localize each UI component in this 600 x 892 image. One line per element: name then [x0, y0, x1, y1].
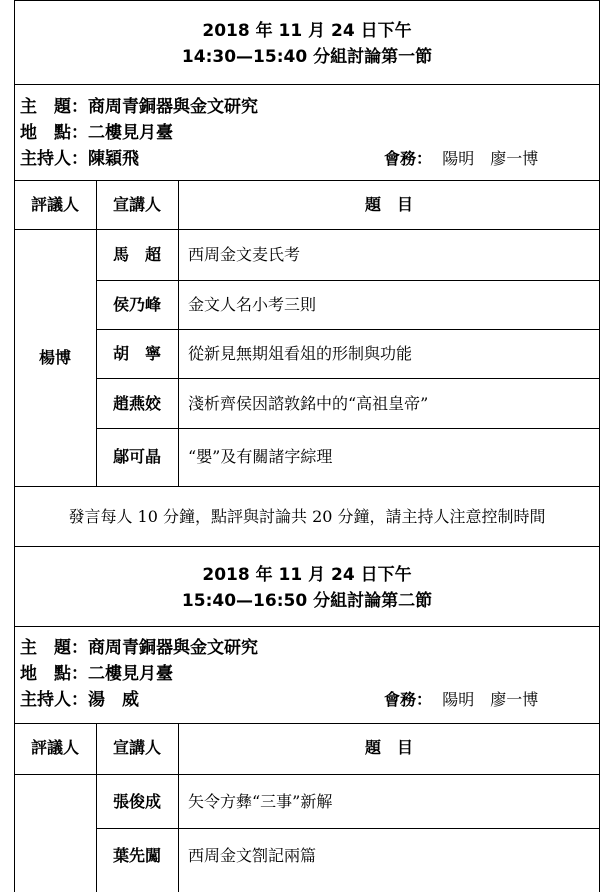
rule [14, 723, 600, 724]
rule [14, 626, 600, 627]
rule [96, 329, 600, 330]
speaker-name: 趙燕姣 [112, 394, 161, 413]
session1-place [20, 121, 173, 145]
duty-label: 會務： [384, 149, 433, 168]
duty-value: 陽明 廖一博 [442, 690, 539, 709]
duty-value: 陽明 廖一博 [442, 149, 539, 168]
speaker-name: 侯乃峰 [112, 295, 161, 314]
place-label: 地 點： [20, 123, 88, 143]
talk-title: 金文人名小考三則 [188, 295, 317, 314]
rule [14, 486, 600, 487]
session1-reviewer: 楊博 [38, 348, 71, 367]
rule [14, 546, 600, 547]
rule [14, 774, 600, 775]
host-label: 主持人： [20, 149, 88, 169]
speaker-name: 胡 寧 [112, 344, 161, 363]
talk-title: 淺析齊侯因諮敦銘中的“高祖皇帝” [188, 394, 429, 413]
session2-host [20, 688, 139, 712]
session2-time-title: 15:40—16:50 分組討論第二節 [181, 591, 433, 611]
session1-time-title: 14:30—15:40 分組討論第一節 [181, 47, 433, 67]
speaker-name: 馬 超 [112, 245, 161, 264]
topic-value: 商周青銅器與金文研究 [88, 638, 258, 658]
speaker-name: 葉先闖 [112, 846, 161, 865]
rule [96, 378, 600, 379]
speaker-name: 鄔可晶 [112, 447, 161, 466]
header-reviewer: 評議人 [30, 738, 79, 757]
column-divider [178, 723, 179, 892]
duty-label: 會務： [384, 690, 433, 709]
talk-title: 西周金文麦氏考 [188, 245, 301, 264]
header-speaker: 宣講人 [112, 195, 161, 214]
session2-topic [20, 636, 258, 660]
header-title: 題 目 [364, 738, 413, 757]
header-title: 題 目 [364, 195, 413, 214]
place-value: 二樓見月臺 [88, 664, 173, 684]
rule [14, 180, 600, 181]
session1-note: 發言每人 10 分鐘，點評與討論共 20 分鐘，請主持人注意控制時間 [68, 507, 546, 526]
column-divider [96, 180, 97, 486]
talk-title: 矢令方彝“三事”新解 [188, 792, 333, 811]
place-label: 地 點： [20, 664, 88, 684]
header-reviewer: 評議人 [30, 195, 79, 214]
talk-title: 從新見無期俎看俎的形制與功能 [188, 344, 413, 363]
session2-date: 2018 年 11 月 24 日下午 [202, 565, 412, 585]
session1-duty [384, 147, 538, 171]
rule [14, 0, 600, 1]
speaker-name: 張俊成 [112, 792, 161, 811]
topic-label: 主 題： [20, 97, 88, 117]
column-divider [178, 180, 179, 486]
talk-title: 西周金文劄記兩篇 [188, 846, 317, 865]
place-value: 二樓見月臺 [88, 123, 173, 143]
session2-duty [384, 688, 538, 712]
rule [14, 84, 600, 85]
session2-place [20, 662, 173, 686]
rule [14, 229, 600, 230]
rule [96, 828, 600, 829]
session1-host [20, 147, 139, 171]
host-value: 湯 威 [88, 690, 139, 710]
topic-label: 主 題： [20, 638, 88, 658]
session1-date: 2018 年 11 月 24 日下午 [202, 21, 412, 41]
rule [96, 280, 600, 281]
topic-value: 商周青銅器與金文研究 [88, 97, 258, 117]
host-value: 陳穎飛 [88, 149, 139, 169]
header-speaker: 宣講人 [112, 738, 161, 757]
talk-title: “嬰”及有關諸字綜理 [188, 447, 333, 466]
rule [96, 428, 600, 429]
host-label: 主持人： [20, 690, 88, 710]
session1-topic [20, 95, 258, 119]
